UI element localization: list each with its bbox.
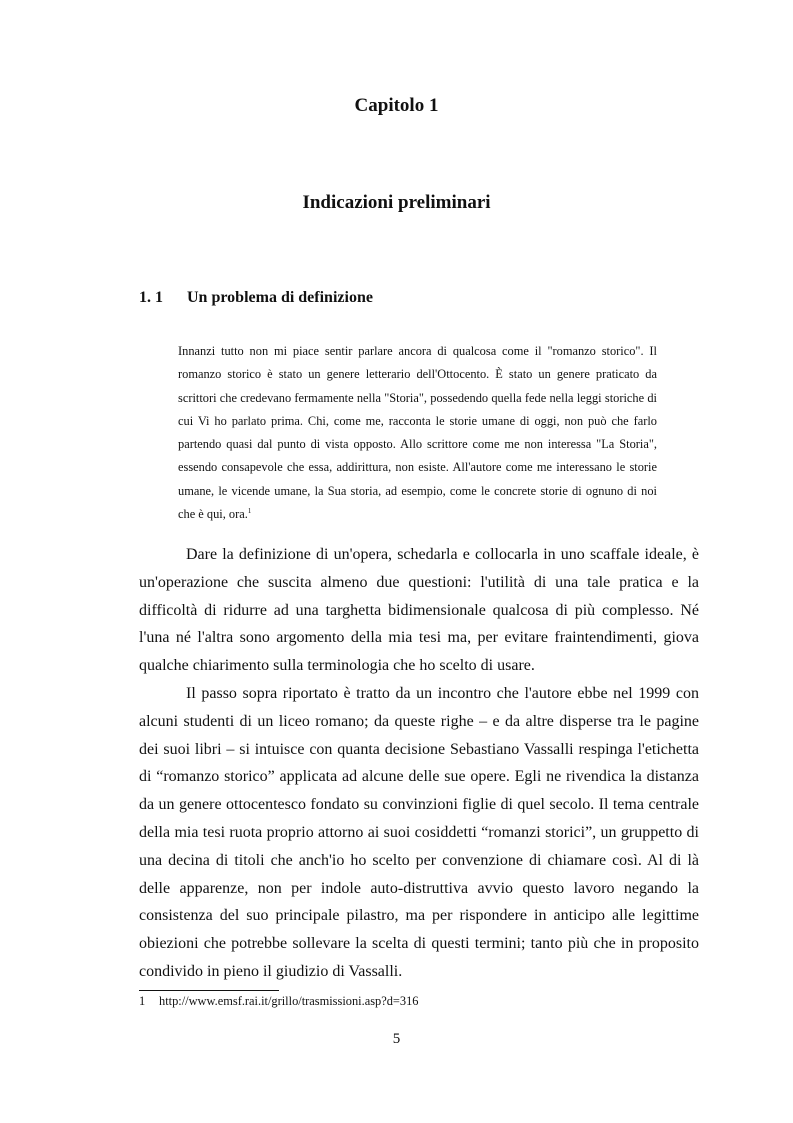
footnote-text: http://www.emsf.rai.it/grillo/trasmissioni.asp?d=316 (159, 994, 419, 1008)
footnote (139, 993, 418, 1009)
page-number: 5 (392, 1031, 401, 1047)
footnote-number: 1 (139, 994, 146, 1008)
chapter-title: Capitolo 1 (354, 95, 439, 116)
block-quote (178, 340, 657, 526)
paragraph: Il passo sopra riportato è tratto da un incontro che l'autore ebbe nel 1999 con alcuni studenti di un liceo romano; da queste righe – e da altre disperse tra le pagine dei suoi libri – si intuisce con quanta decisione Sebastiano Vassalli respinga l'etichetta di “romanzo storico” applicata ad alcune delle sue opere. Egli ne rivendica la distanza da un genere ottocentesco fondato su convinzioni figlie di quel secolo. Il tema centrale della mia tesi ruota proprio attorno ai suoi cosiddetti “romanzi storici”, un gruppetto di una decina di titoli che anch'io ho scelto per convenzione di chiamare così. Al di là delle apparenze, non per indole auto-distruttiva avvio questo lavoro negando la consistenza del suo principale pilastro, ma per rispondere in anticipo alle legittime obiezioni che potrebbe sollevare la scelta di questi termini; tanto più che in proposito condivido in pieno il giudizio di Vassalli. (139, 684, 699, 980)
chapter-subtitle: Indicazioni preliminari (302, 192, 491, 213)
section-number: 1. 1 (139, 289, 163, 306)
section-title: Un problema di definizione (187, 289, 373, 306)
body-text (139, 541, 699, 986)
section-heading (139, 287, 373, 309)
paragraph: Dare la definizione di un'opera, schedarla e collocarla in uno scaffale ideale, è un'operazione che suscita almeno due questioni: l'utilità di una tale pratica e la difficoltà di ridurre ad una targhetta bidimensionale qualcosa di più complesso. Né l'una né l'altra sono argomento della mia tesi ma, per evitare fraintendimenti, giova qualche chiarimento sulla terminologia che ho scelto di usare. (139, 546, 699, 675)
footnote-reference: 1 (247, 506, 252, 515)
footnote-separator (139, 990, 279, 991)
quote-text: Innanzi tutto non mi piace sentir parlare ancora di qualcosa come il "romanzo storico". Il romanzo storico è stato un genere letterario dell'Ottocento. È stato un genere praticato da scrittori che credevano fermamente nella "Storia", possedendo quella fede nella leggi storiche di cui Vi ho parlato prima. Chi, come me, racconta le storie umane di oggi, non può che farlo partendo quasi dal punto di vista opposto. Allo scrittore come me non interessa "La Storia", essendo consapevole che essa, addirittura, non esiste. All'autore come me interessano le storie umane, le vicende umane, la Sua storia, ad esempio, come le concrete storie di ognuno di noi che è qui, ora. (178, 344, 657, 522)
